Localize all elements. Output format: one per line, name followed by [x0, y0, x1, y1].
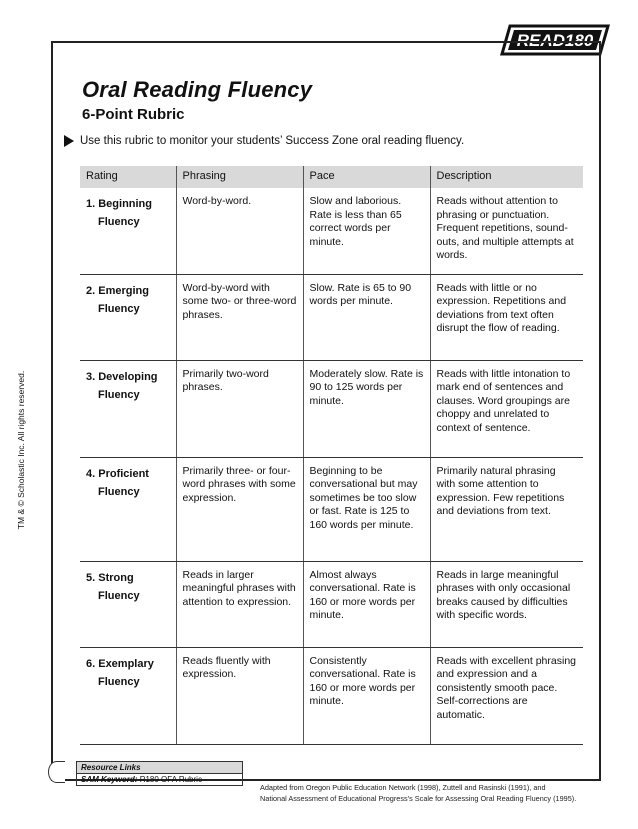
resource-links-tab: [48, 761, 65, 783]
page-title: Oral Reading Fluency: [82, 77, 313, 102]
column-header-pace: Pace: [303, 166, 430, 188]
sam-keyword: [77, 773, 242, 785]
page-subtitle: 6-Point Rubric: [82, 106, 185, 123]
table-row: [80, 561, 583, 647]
description-cell: Primarily natural phrasing with some attention to expression. Few repetitions and deviations from text.: [430, 457, 583, 561]
rating-cell: 1. Beginning Fluency: [80, 188, 176, 274]
sam-keyword-value: R180 OFA Rubric: [139, 775, 202, 784]
column-header-phrasing: Phrasing: [176, 166, 303, 188]
pace-cell: Consistently conversational. Rate is 160 or more words per minute.: [303, 647, 430, 744]
description-cell: Reads without attention to phrasing or punctuation. Frequent repetitions, sound-outs, and multiple attempts at words.: [430, 188, 583, 274]
description-cell: Reads with little intonation to mark end of sentences and clauses. Word groupings are choppy and unrelated to context of sentence.: [430, 360, 583, 457]
table-row: [80, 188, 583, 274]
table-row: [80, 457, 583, 561]
description-cell: Reads with excellent phrasing and expression and a consistently smooth pace. Self-corrections are automatic.: [430, 647, 583, 744]
rating-cell: 3. Developing Fluency: [80, 360, 176, 457]
rating-cell: 5. Strong Fluency: [80, 561, 176, 647]
rating-cell: 6. Exemplary Fluency: [80, 647, 176, 744]
copyright-notice: TM & © Scholastic Inc. All rights reserved.: [16, 370, 26, 530]
table-row: [80, 647, 583, 744]
pace-cell: Moderately slow. Rate is 90 to 125 words per minute.: [303, 360, 430, 457]
resource-links-box: [76, 761, 243, 786]
credits: [260, 783, 576, 804]
arrow-right-icon: [64, 135, 74, 147]
description-cell: Reads in large meaningful phrases with only occasional breaks caused by difficulties with specific words.: [430, 561, 583, 647]
table-row: [80, 274, 583, 360]
column-header-description: Description: [430, 166, 583, 188]
rubric-table: [80, 166, 583, 745]
credit-line-2: National Assessment of Educational Progress’s Scale for Assessing Oral Reading Fluency (1995).: [260, 793, 577, 803]
pace-cell: Almost always conversational. Rate is 160 or more words per minute.: [303, 561, 430, 647]
pace-cell: Beginning to be conversational but may sometimes be too slow or fast. Rate is 125 to 160 words per minute.: [303, 457, 430, 561]
table-row: [80, 360, 583, 457]
phrasing-cell: Primarily two-word phrases.: [176, 360, 303, 457]
pace-cell: Slow and laborious. Rate is less than 65 correct words per minute.: [303, 188, 430, 274]
credit-line-1: Adapted from Oregon Public Education Network (1998), Zuttell and Rasinski (1991), and: [260, 783, 546, 792]
sam-keyword-label: SAM Keyword:: [81, 775, 138, 784]
instruction-text: Use this rubric to monitor your students’ Success Zone oral reading fluency.: [80, 135, 465, 148]
phrasing-cell: Reads fluently with expression.: [176, 647, 303, 744]
resource-links-label: Resource Links: [77, 762, 242, 773]
phrasing-cell: Word-by-word.: [176, 188, 303, 274]
pace-cell: Slow. Rate is 65 to 90 words per minute.: [303, 274, 430, 360]
phrasing-cell: Reads in larger meaningful phrases with attention to expression.: [176, 561, 303, 647]
column-header-rating: Rating: [80, 166, 176, 188]
rating-cell: 2. Emerging Fluency: [80, 274, 176, 360]
description-cell: Reads with little or no expression. Repetitions and deviations from text often disrupt the flow of reading.: [430, 274, 583, 360]
rating-cell: 4. Proficient Fluency: [80, 457, 176, 561]
phrasing-cell: Primarily three- or four-word phrases with some expression.: [176, 457, 303, 561]
phrasing-cell: Word-by-word with some two- or three-word phrases.: [176, 274, 303, 360]
svg-text:READ180: READ180: [516, 31, 594, 50]
instruction: [64, 135, 464, 147]
table-header-row: [80, 166, 583, 188]
